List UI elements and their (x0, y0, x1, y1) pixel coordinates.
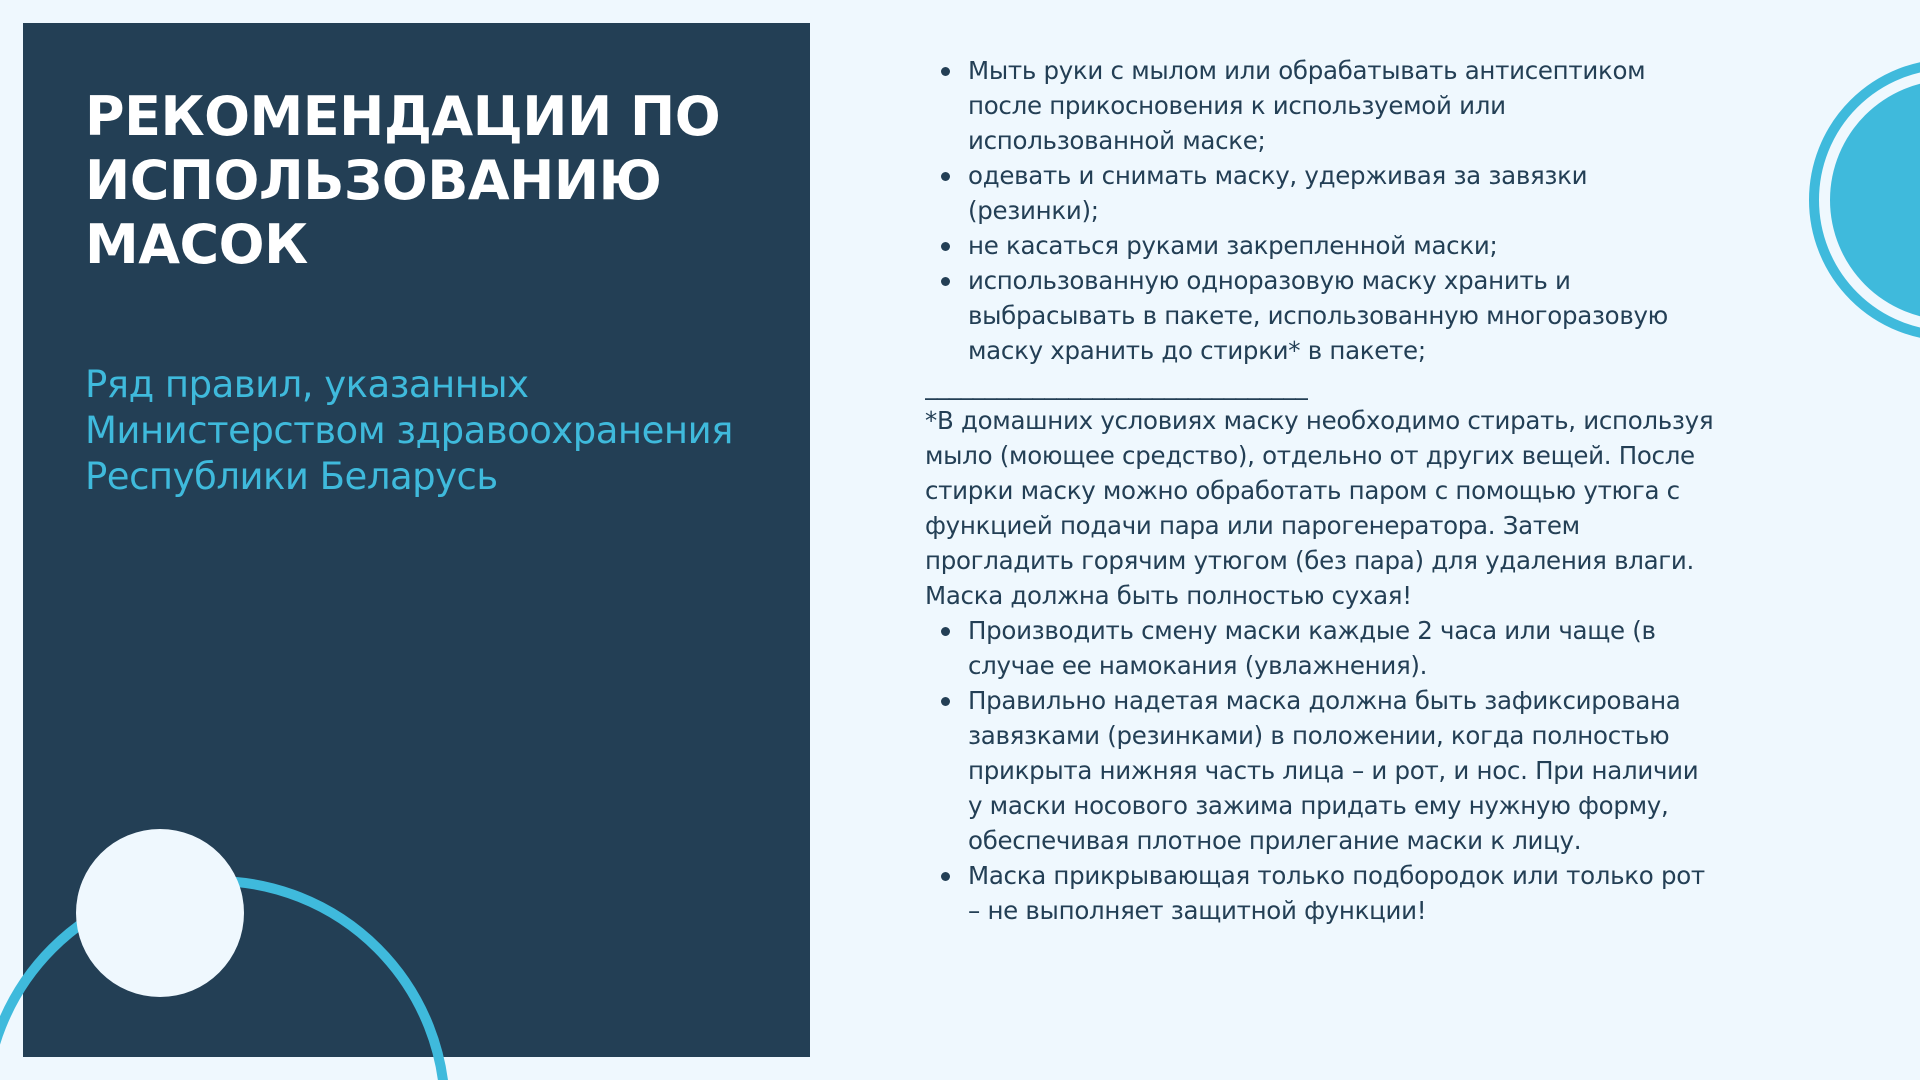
bullet-list-bottom (925, 613, 1715, 928)
footnote-text: *В домашних условиях маску необходимо стирать, используя мыло (моющее средство), отдельно от других вещей. После стирки маску можно обработать паром с помощью утюга с функцией подачи пара или парогенератора. Затем прогладить горячим утюгом (без пара) для удаления влаги. Маска должна быть полностью сухая! (925, 406, 1714, 610)
list-item: Маска прикрывающая только подбородок или только рот – не выполняет защитной функции! (925, 858, 1715, 928)
bullet-list-top (925, 53, 1715, 368)
list-item: Производить смену маски каждые 2 часа или чаще (в случае ее намокания (увлажнения). (925, 613, 1715, 683)
list-item: использованную одноразовую маску хранить и выбрасывать в пакете, использованную многоразовую маску хранить до стирки* в пакете; (925, 263, 1715, 368)
slide-title: РЕКОМЕНДАЦИИ ПО ИСПОЛЬЗОВАНИЮ МАСОК (85, 85, 721, 276)
list-item: Правильно надетая маска должна быть зафиксирована завязками (резинками) в положении, когда полностью прикрыта нижняя часть лица – и рот, и нос. При наличии у маски носового зажима придать ему нужную форму, обеспечивая плотное прилегание маски к лицу. (925, 683, 1715, 858)
bottom-left-white-circle (76, 829, 244, 997)
footnote-separator: ________________________________ (925, 371, 1308, 400)
recommendations-text (925, 53, 1715, 928)
list-item: не касаться руками закрепленной маски; (925, 228, 1715, 263)
list-item: одевать и снимать маску, удерживая за завязки (резинки); (925, 158, 1715, 228)
slide-subtitle: Ряд правил, указанных Министерством здравоохранения Республики Беларусь (85, 363, 733, 498)
list-item: Мыть руки с мылом или обрабатывать антисептиком после прикосновения к используемой или использованной маске; (925, 53, 1715, 158)
